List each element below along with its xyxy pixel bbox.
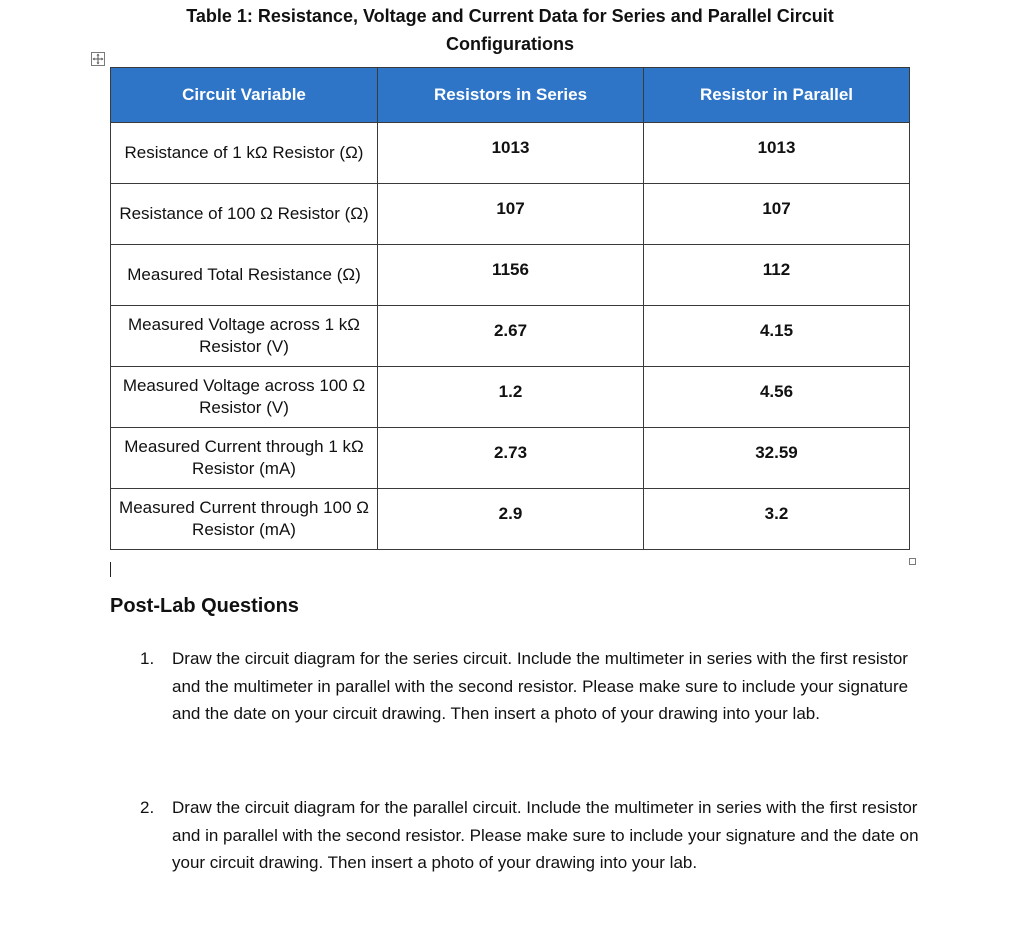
series-value[interactable]: 2.9	[378, 489, 644, 550]
parallel-value[interactable]: 32.59	[644, 428, 910, 489]
header-resistor-in-parallel[interactable]: Resistor in Parallel	[644, 68, 910, 123]
question-text: Draw the circuit diagram for the series circuit. Include the multimeter in series with the first resistor and the multimeter in parallel with the second resistor. Please make sure to include your signature and the date on your circuit drawing. Then insert a photo of your drawing into your lab.	[172, 649, 909, 723]
row-label[interactable]: Measured Current through 1 kΩ Resistor (mA)	[111, 428, 378, 489]
table-row	[111, 428, 910, 489]
table-caption-line-1: Table 1: Resistance, Voltage and Current Data for Series and Parallel Circuit	[186, 6, 834, 26]
parallel-value[interactable]: 112	[644, 245, 910, 306]
question-item[interactable]	[140, 645, 920, 728]
parallel-value[interactable]: 4.56	[644, 367, 910, 428]
text-cursor	[110, 562, 111, 577]
row-label[interactable]: Resistance of 1 kΩ Resistor (Ω)	[111, 123, 378, 184]
table-resize-handle-icon[interactable]	[909, 558, 916, 565]
question-text: Draw the circuit diagram for the parallel circuit. Include the multimeter in series with the first resistor and in parallel with the second resistor. Please make sure to include your signature and the date on your circuit drawing. Then insert a photo of your drawing into your lab.	[172, 798, 919, 872]
table-move-handle-icon[interactable]	[91, 52, 105, 66]
question-item[interactable]	[140, 794, 920, 877]
parallel-value[interactable]: 4.15	[644, 306, 910, 367]
header-resistors-in-series[interactable]: Resistors in Series	[378, 68, 644, 123]
series-value[interactable]: 2.67	[378, 306, 644, 367]
parallel-value[interactable]: 3.2	[644, 489, 910, 550]
header-circuit-variable[interactable]: Circuit Variable	[111, 68, 378, 123]
series-value[interactable]: 107	[378, 184, 644, 245]
row-label[interactable]: Measured Current through 100 Ω Resistor (mA)	[111, 489, 378, 550]
table-caption	[110, 2, 910, 58]
table-row	[111, 306, 910, 367]
row-label[interactable]: Measured Total Resistance (Ω)	[111, 245, 378, 306]
series-value[interactable]: 2.73	[378, 428, 644, 489]
table-row	[111, 245, 910, 306]
question-number: 2.	[140, 798, 155, 817]
table-row	[111, 123, 910, 184]
series-value[interactable]: 1.2	[378, 367, 644, 428]
table-row	[111, 184, 910, 245]
series-value[interactable]: 1013	[378, 123, 644, 184]
data-table[interactable]	[110, 67, 910, 550]
question-number: 1.	[140, 649, 155, 668]
table-caption-line-2: Configurations	[446, 34, 574, 54]
row-label[interactable]: Measured Voltage across 1 kΩ Resistor (V)	[111, 306, 378, 367]
row-label[interactable]: Measured Voltage across 100 Ω Resistor (V)	[111, 367, 378, 428]
post-lab-heading: Post-Lab Questions	[110, 595, 299, 617]
table-header-row	[111, 68, 910, 123]
parallel-value[interactable]: 1013	[644, 123, 910, 184]
series-value[interactable]: 1156	[378, 245, 644, 306]
parallel-value[interactable]: 107	[644, 184, 910, 245]
table-row	[111, 367, 910, 428]
table-row	[111, 489, 910, 550]
row-label[interactable]: Resistance of 100 Ω Resistor (Ω)	[111, 184, 378, 245]
